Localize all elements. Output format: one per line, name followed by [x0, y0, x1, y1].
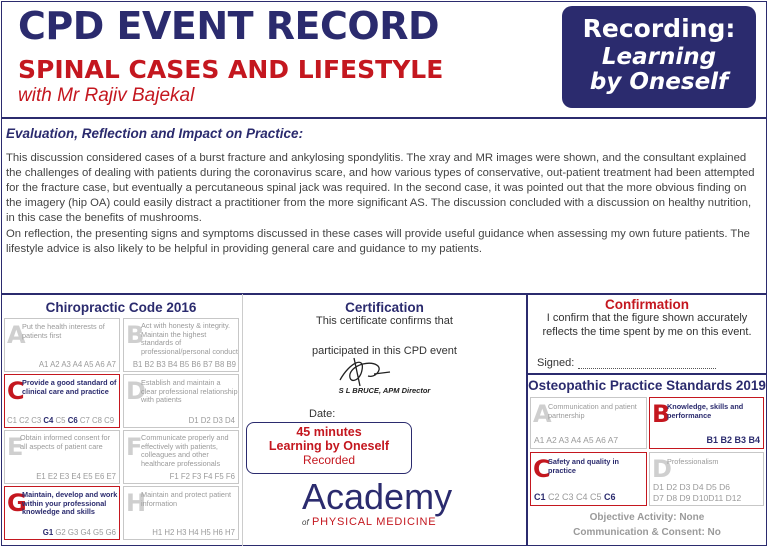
director-signature: [320, 352, 410, 388]
box-text: Put the health interests of patients first: [22, 322, 105, 340]
presenter-name: with Mr Rajiv Bajekal: [18, 85, 195, 106]
box-codes: A1 A2 A3 A4 A5 A6 A7: [38, 360, 116, 369]
signature-line[interactable]: [578, 368, 716, 369]
box-codes: B1 B2 B3 B4: [706, 435, 760, 445]
divider: [1, 293, 767, 295]
minutes-box: [246, 422, 412, 474]
box-text: Obtain informed consent for all aspects of patient care: [20, 433, 111, 451]
box-codes: D1 D2 D3 D4: [188, 416, 235, 425]
box-text: Provide a good standard of clinical care and practice: [22, 378, 117, 396]
box-codes: C1 C2 C3 C4 C5 C6 C7 C8 C9: [7, 416, 115, 425]
evaluation-heading: Evaluation, Reflection and Impact on Practice:: [6, 126, 304, 141]
box-text: Establish and maintain a clear professional relationship with patients: [141, 378, 238, 405]
box-text: Professionalism: [667, 457, 719, 466]
box-codes: A1 A2 A3 A4 A5 A6 A7: [534, 435, 619, 445]
box-letter: A: [7, 321, 26, 349]
certification-line-2: participated in this CPD event: [312, 345, 457, 357]
evaluation-paragraph: This discussion considered cases of a burst fracture and ankylosing spondylitis. The xray and MR images were shown, and the consultant explained the challenges of dealing with patients during the coronavirus scare, and how various types of conservative, out-patient treatment had been attempted for the fracture case, but eventually a percutaneous spinal jack was required. In the second case, it was pointed out that the more obvious finding on the imagery (hip OA) could easily distract a practitioner from the more significant AS. The discussion concluded with a discussion on healthy nutrition, in this case the benefits of mushrooms.: [6, 152, 755, 224]
divider: [527, 373, 767, 375]
box-letter: C: [533, 455, 551, 483]
box-text: Knowledge, skills and performance: [667, 402, 744, 420]
badge-label: Recording:: [582, 14, 736, 43]
column-divider: [242, 294, 243, 546]
box-codes: D1 D2 D3 D4 D5 D6: [653, 482, 731, 492]
chiro-box-g: [4, 486, 120, 540]
box-letter: E: [7, 433, 24, 461]
osteo-box-c: [530, 452, 647, 506]
minutes-value: 45 minutes: [296, 425, 362, 439]
box-letter: F: [126, 433, 143, 461]
confirmation-text: I confirm that the figure shown accurately reflects the time spent by me on this event.: [542, 312, 752, 338]
box-codes-row-2: D7 D8 D9 D10D11 D12: [653, 493, 742, 503]
certification-line-1: This certificate confirms that: [316, 315, 453, 327]
chiro-box-c: [4, 374, 120, 428]
box-letter: B: [126, 321, 145, 349]
divider: [1, 117, 767, 119]
column-divider: [526, 294, 528, 546]
box-text: Maintain and protect patient information: [141, 490, 232, 508]
learning-type: Learning by Oneself: [268, 439, 390, 453]
osteo-title: Osteopathic Practice Standards 2019: [528, 378, 766, 393]
box-codes: H1 H2 H3 H4 H5 H6 H7: [152, 528, 235, 537]
chiro-box-h: [123, 486, 239, 540]
logo-of: of: [302, 518, 309, 527]
osteo-box-a: [530, 397, 647, 449]
box-codes: C1 C2 C3 C4 C5 C6: [534, 492, 616, 502]
date-label: Date:: [309, 408, 336, 420]
osteo-box-d: [649, 452, 764, 506]
chiro-title: Chiropractic Code 2016: [45, 300, 197, 315]
box-text: Communication and patient partnership: [548, 402, 637, 420]
box-codes: F1 F2 F3 F4 F5 F6: [169, 472, 235, 481]
box-letter: C: [7, 377, 25, 405]
badge-line-2: Learning: [601, 44, 717, 70]
recording-badge: [562, 6, 756, 108]
page-title: CPD EVENT RECORD: [18, 4, 440, 48]
box-letter: B: [652, 400, 671, 428]
box-text: Maintain, develop and work within your professional knowledge and skills: [22, 490, 118, 517]
badge-line-3: by Oneself: [589, 69, 729, 95]
box-codes: B1 B2 B3 B4 B5 B6 B7 B8 B9: [132, 360, 236, 369]
logo-subtitle: PHYSICAL MEDICINE: [312, 516, 437, 528]
objective-activity: Objective Activity: None: [589, 512, 705, 523]
academy-logo: [300, 476, 460, 530]
chiro-box-b: [123, 318, 239, 372]
chiro-box-d: [123, 374, 239, 428]
event-subtitle: SPINAL CASES AND LIFESTYLE: [18, 55, 444, 84]
confirmation-title: Confirmation: [605, 297, 689, 312]
reflection-paragraph: On reflection, the presenting signs and symptoms discussed in these cases will provide useful guidance when assessing my own future patients. The lifestyle advice is also likely to be helpful in providing general care and guidance to my patients.: [6, 228, 750, 255]
chiro-box-f: [123, 430, 239, 484]
chiro-box-a: [4, 318, 120, 372]
box-text: Communicate properly and effectively with patients, colleagues and other healthcare professionals: [141, 433, 229, 468]
box-letter: H: [126, 489, 147, 517]
box-letter: D: [126, 377, 146, 405]
box-letter: G: [7, 489, 27, 517]
signatory-name: S L BRUCE, APM Director: [338, 386, 431, 395]
box-codes: E1 E2 E3 E4 E5 E6 E7: [36, 472, 116, 481]
record-status: Recorded: [302, 453, 356, 467]
certification-title: Certification: [345, 300, 424, 315]
box-text: Safety and quality in practice: [548, 457, 619, 475]
communication-consent: Communication & Consent: No: [573, 527, 721, 538]
box-letter: D: [652, 455, 672, 483]
signed-label: Signed:: [537, 357, 575, 369]
box-codes: G1 G2 G3 G4 G5 G6: [42, 528, 116, 537]
chiro-box-e: [4, 430, 120, 484]
logo-word: Academy: [302, 476, 453, 517]
box-text: Act with honesty & integrity. Maintain the highest standards of professional/personal conduct: [141, 321, 238, 356]
box-letter: A: [533, 400, 552, 428]
osteo-box-b: [649, 397, 764, 449]
